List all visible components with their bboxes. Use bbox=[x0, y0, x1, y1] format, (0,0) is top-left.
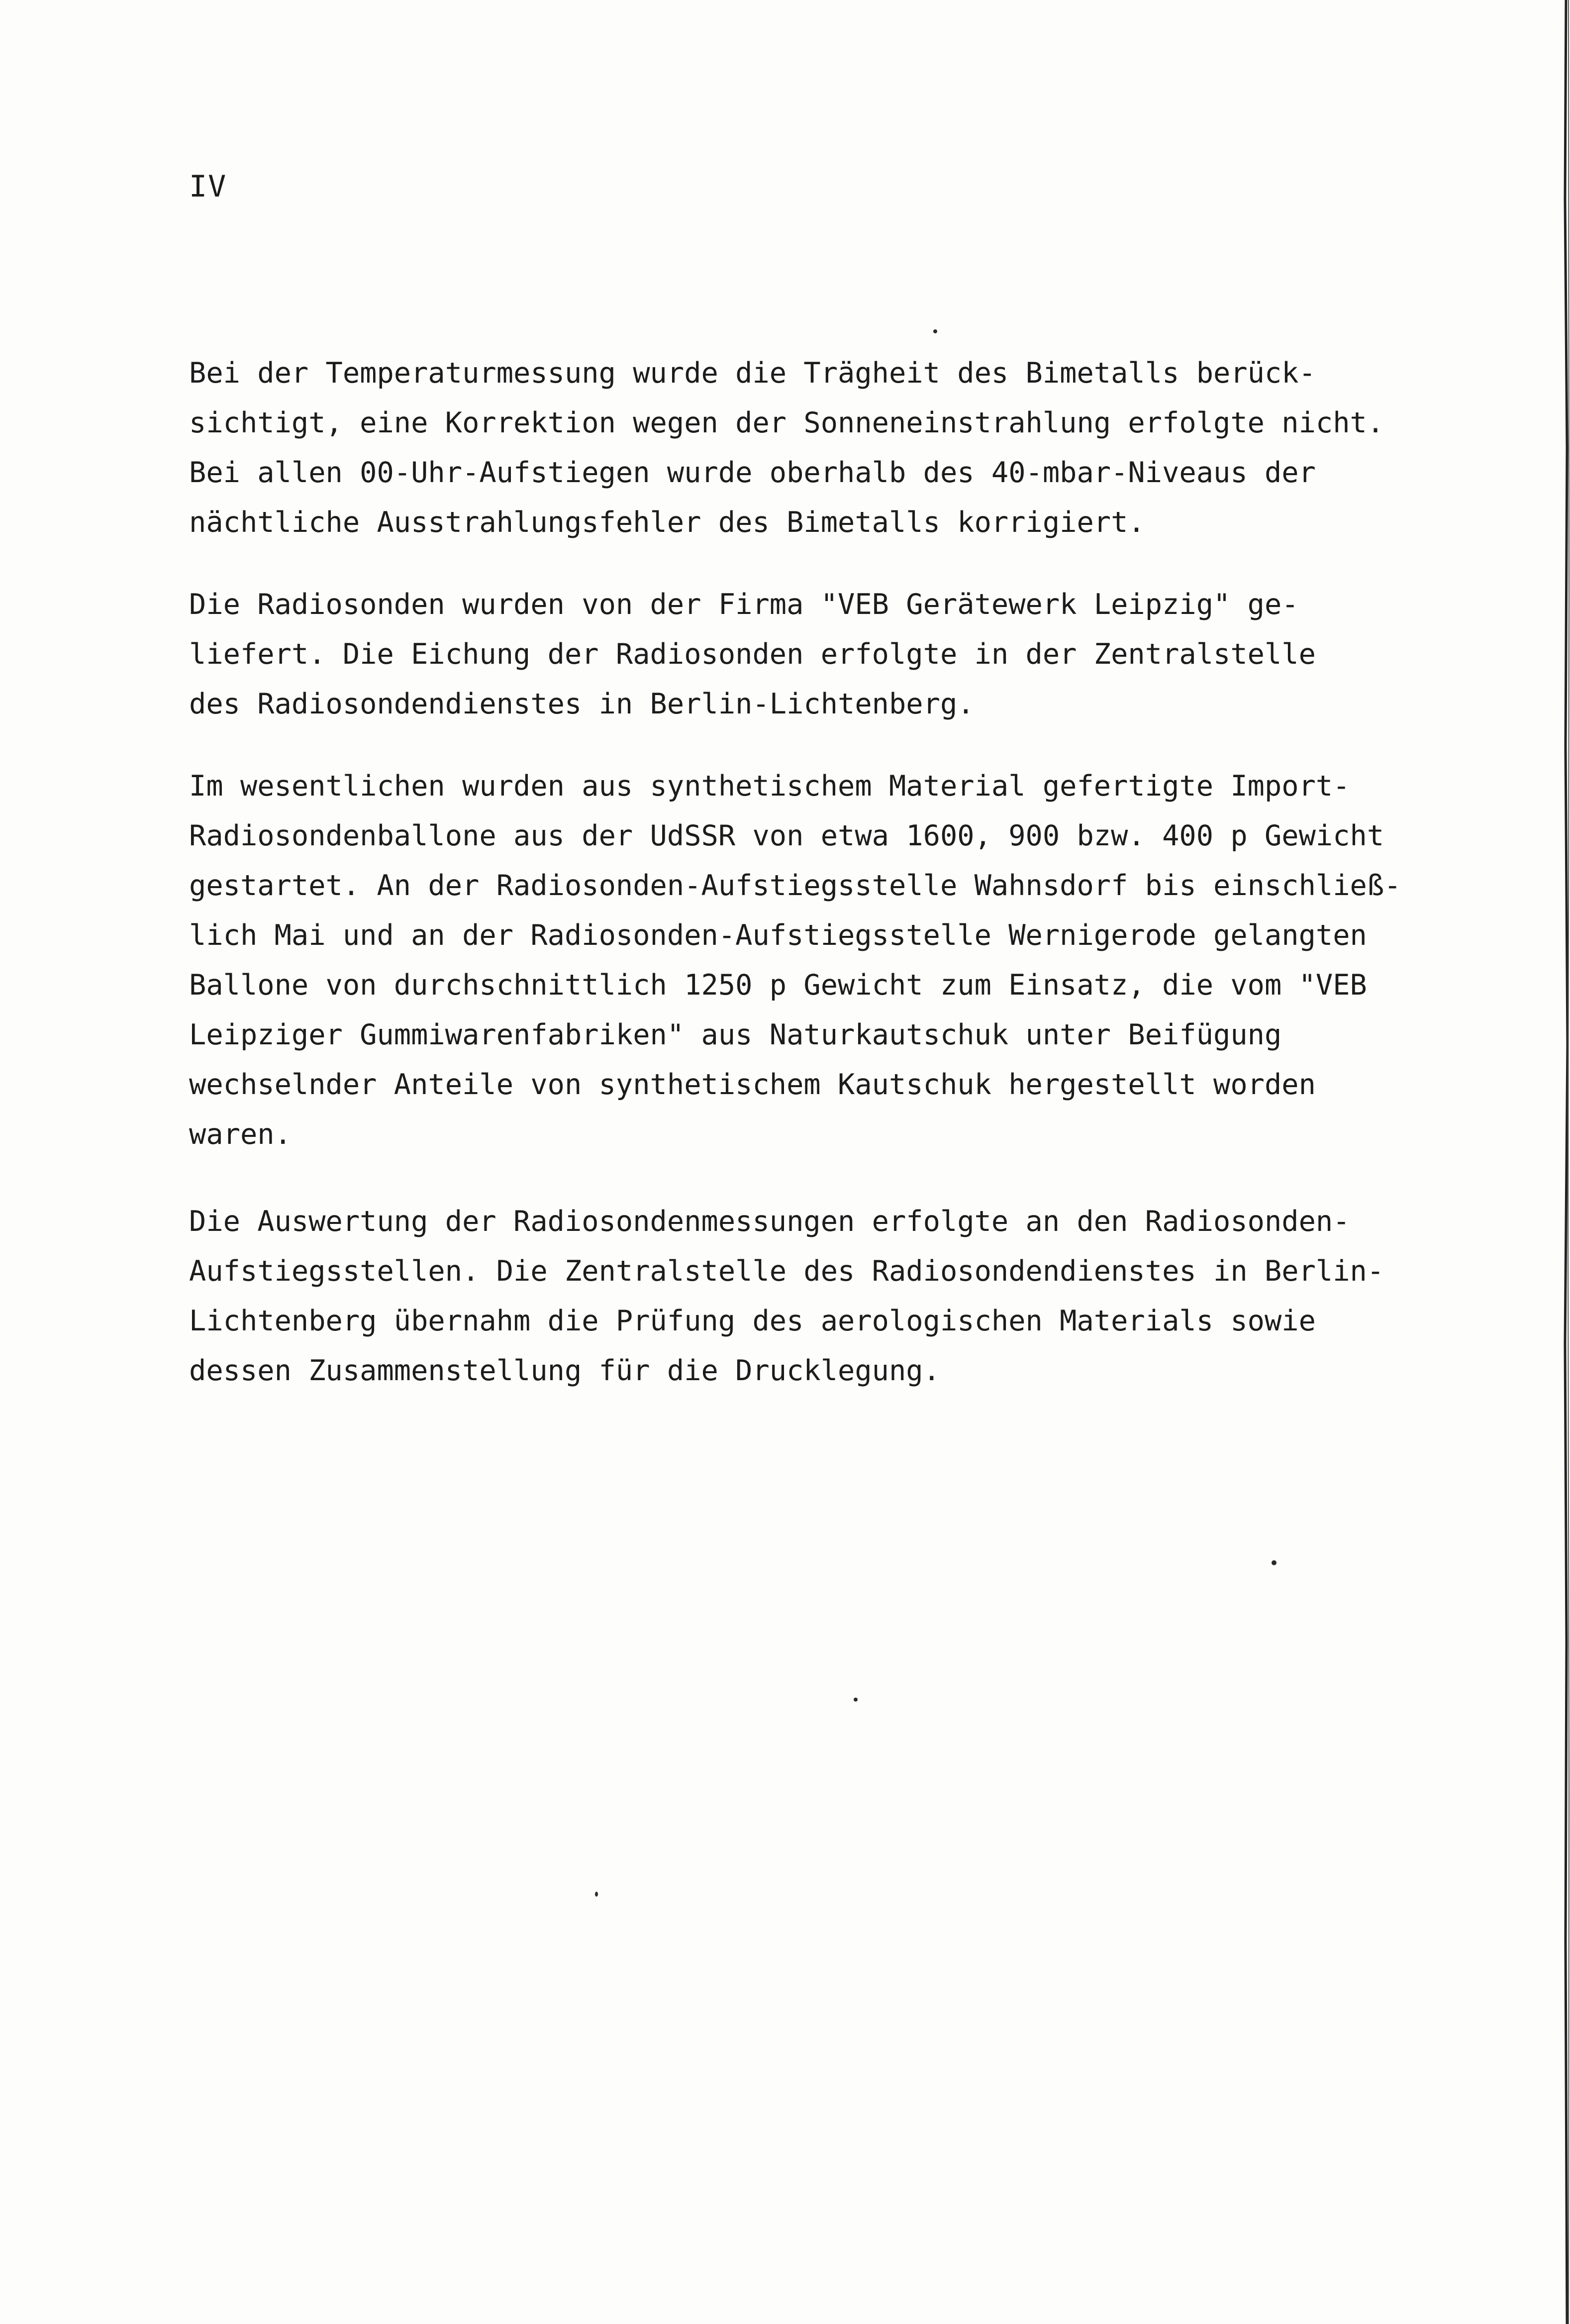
text-line: Lichtenberg übernahm die Prüfung des aerologischen Materials sowie bbox=[189, 1305, 1316, 1337]
paragraph-radiosonde-supplier bbox=[189, 580, 1423, 729]
text-line: gestartet. An der Radiosonden-Aufstiegsstelle Wahnsdorf bis einschließ- bbox=[189, 869, 1401, 902]
text-line: Aufstiegsstellen. Die Zentralstelle des Radiosondendienstes in Berlin- bbox=[189, 1255, 1384, 1288]
paragraph-temperature-measurement bbox=[189, 348, 1423, 547]
text-line: Ballone von durchschnittlich 1250 p Gewicht zum Einsatz, die vom "VEB bbox=[189, 969, 1367, 1002]
text-line: liefert. Die Eichung der Radiosonden erfolgte in der Zentralstelle bbox=[189, 638, 1316, 671]
paragraph-evaluation bbox=[189, 1197, 1423, 1396]
scan-speck bbox=[933, 329, 937, 333]
text-line: Radiosondenballone aus der UdSSR von etwa 1600, 900 bzw. 400 p Gewicht bbox=[189, 819, 1384, 852]
text-line: dessen Zusammenstellung für die Drucklegung. bbox=[189, 1354, 940, 1387]
scan-speck bbox=[854, 1698, 858, 1702]
scan-speck bbox=[595, 1892, 598, 1897]
text-line: Die Radiosonden wurden von der Firma "VEB Gerätewerk Leipzig" ge- bbox=[189, 588, 1299, 621]
scan-speck bbox=[1272, 1560, 1276, 1565]
text-line: nächtliche Ausstrahlungsfehler des Bimetalls korrigiert. bbox=[189, 506, 1145, 539]
text-line: des Radiosondendienstes in Berlin-Lichtenberg. bbox=[189, 688, 975, 720]
paragraph-balloons bbox=[189, 761, 1423, 1159]
text-line: wechselnder Anteile von synthetischem Kautschuk hergestellt worden bbox=[189, 1068, 1316, 1101]
text-line: Bei allen 00-Uhr-Aufstiegen wurde oberhalb des 40-mbar-Niveaus der bbox=[189, 456, 1316, 489]
text-line: Leipziger Gummiwarenfabriken" aus Naturkautschuk unter Beifügung bbox=[189, 1018, 1282, 1051]
text-line: waren. bbox=[189, 1118, 292, 1151]
text-line: lich Mai und an der Radiosonden-Aufstiegsstelle Wernigerode gelangten bbox=[189, 919, 1367, 952]
text-line: Die Auswertung der Radiosondenmessungen erfolgte an den Radiosonden- bbox=[189, 1205, 1350, 1238]
text-line: Im wesentlichen wurden aus synthetischem Material gefertigte Import- bbox=[189, 770, 1350, 803]
page-number: IV bbox=[189, 169, 227, 204]
text-line: sichtigt, eine Korrektion wegen der Sonneneinstrahlung erfolgte nicht. bbox=[189, 406, 1384, 439]
binding-edge-shadow bbox=[1559, 0, 1570, 2324]
text-line: Bei der Temperaturmessung wurde die Trägheit des Bimetalls berück- bbox=[189, 357, 1316, 390]
